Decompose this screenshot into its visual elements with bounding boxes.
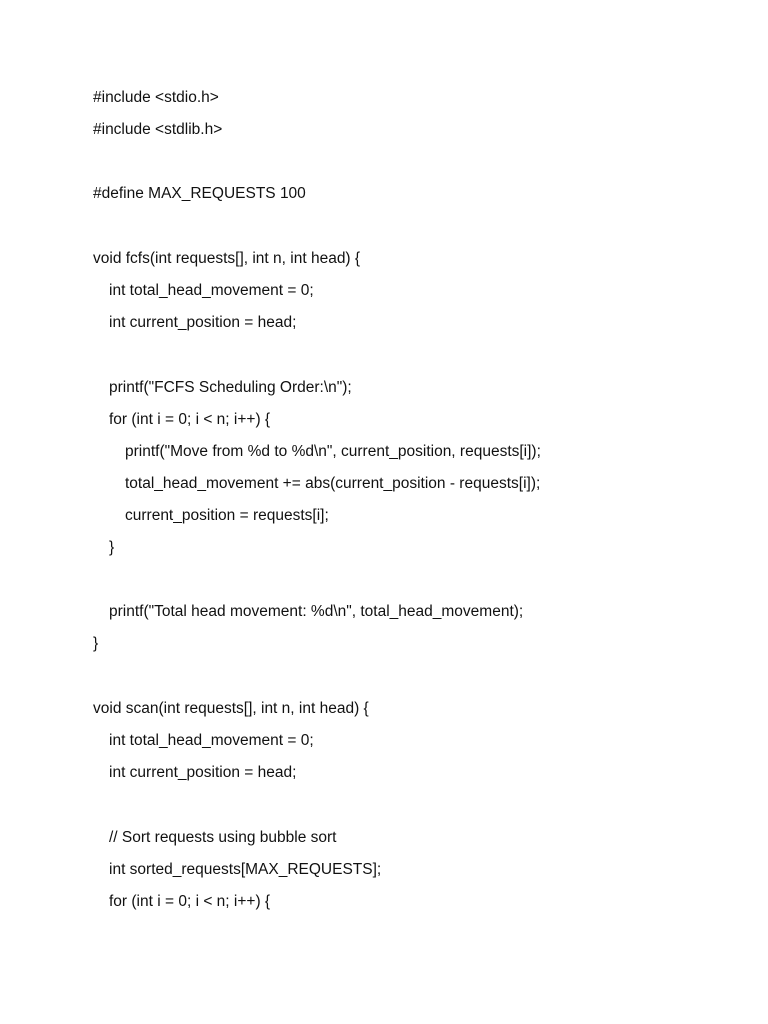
code-line-define-max-requests: #define MAX_REQUESTS 100: [93, 185, 306, 202]
code-line-scan-position-init: int current_position = head;: [109, 764, 297, 781]
code-line-scan-total-init: int total_head_movement = 0;: [109, 732, 314, 749]
code-line-fcfs-print-move: printf("Move from %d to %d\n", current_position, requests[i]);: [125, 443, 541, 460]
code-line-fcfs-add-movement: total_head_movement += abs(current_position - requests[i]);: [125, 475, 541, 492]
code-line-scan-sorted-array: int sorted_requests[MAX_REQUESTS];: [109, 861, 382, 878]
code-line-scan-for-loop: for (int i = 0; i < n; i++) {: [109, 893, 271, 910]
code-line-fcfs-loop-close: }: [109, 539, 115, 556]
code-line-fcfs-print-header: printf("FCFS Scheduling Order:\n");: [109, 379, 352, 396]
code-line-include-stdlib: #include <stdlib.h>: [93, 121, 223, 138]
code-line-scan-sort-comment: // Sort requests using bubble sort: [109, 829, 337, 846]
code-line-fcfs-update-position: current_position = requests[i];: [125, 507, 329, 524]
code-line-fcfs-for-loop: for (int i = 0; i < n; i++) {: [109, 411, 271, 428]
code-line-include-stdio: #include <stdio.h>: [93, 89, 219, 106]
code-line-fcfs-print-total: printf("Total head movement: %d\n", total_head_movement);: [109, 603, 524, 620]
code-line-fcfs-total-init: int total_head_movement = 0;: [109, 282, 314, 299]
code-line-scan-signature: void scan(int requests[], int n, int head) {: [93, 700, 369, 717]
code-line-fcfs-position-init: int current_position = head;: [109, 314, 297, 331]
code-line-fcfs-close: }: [93, 635, 99, 652]
code-line-fcfs-signature: void fcfs(int requests[], int n, int head) {: [93, 250, 361, 267]
